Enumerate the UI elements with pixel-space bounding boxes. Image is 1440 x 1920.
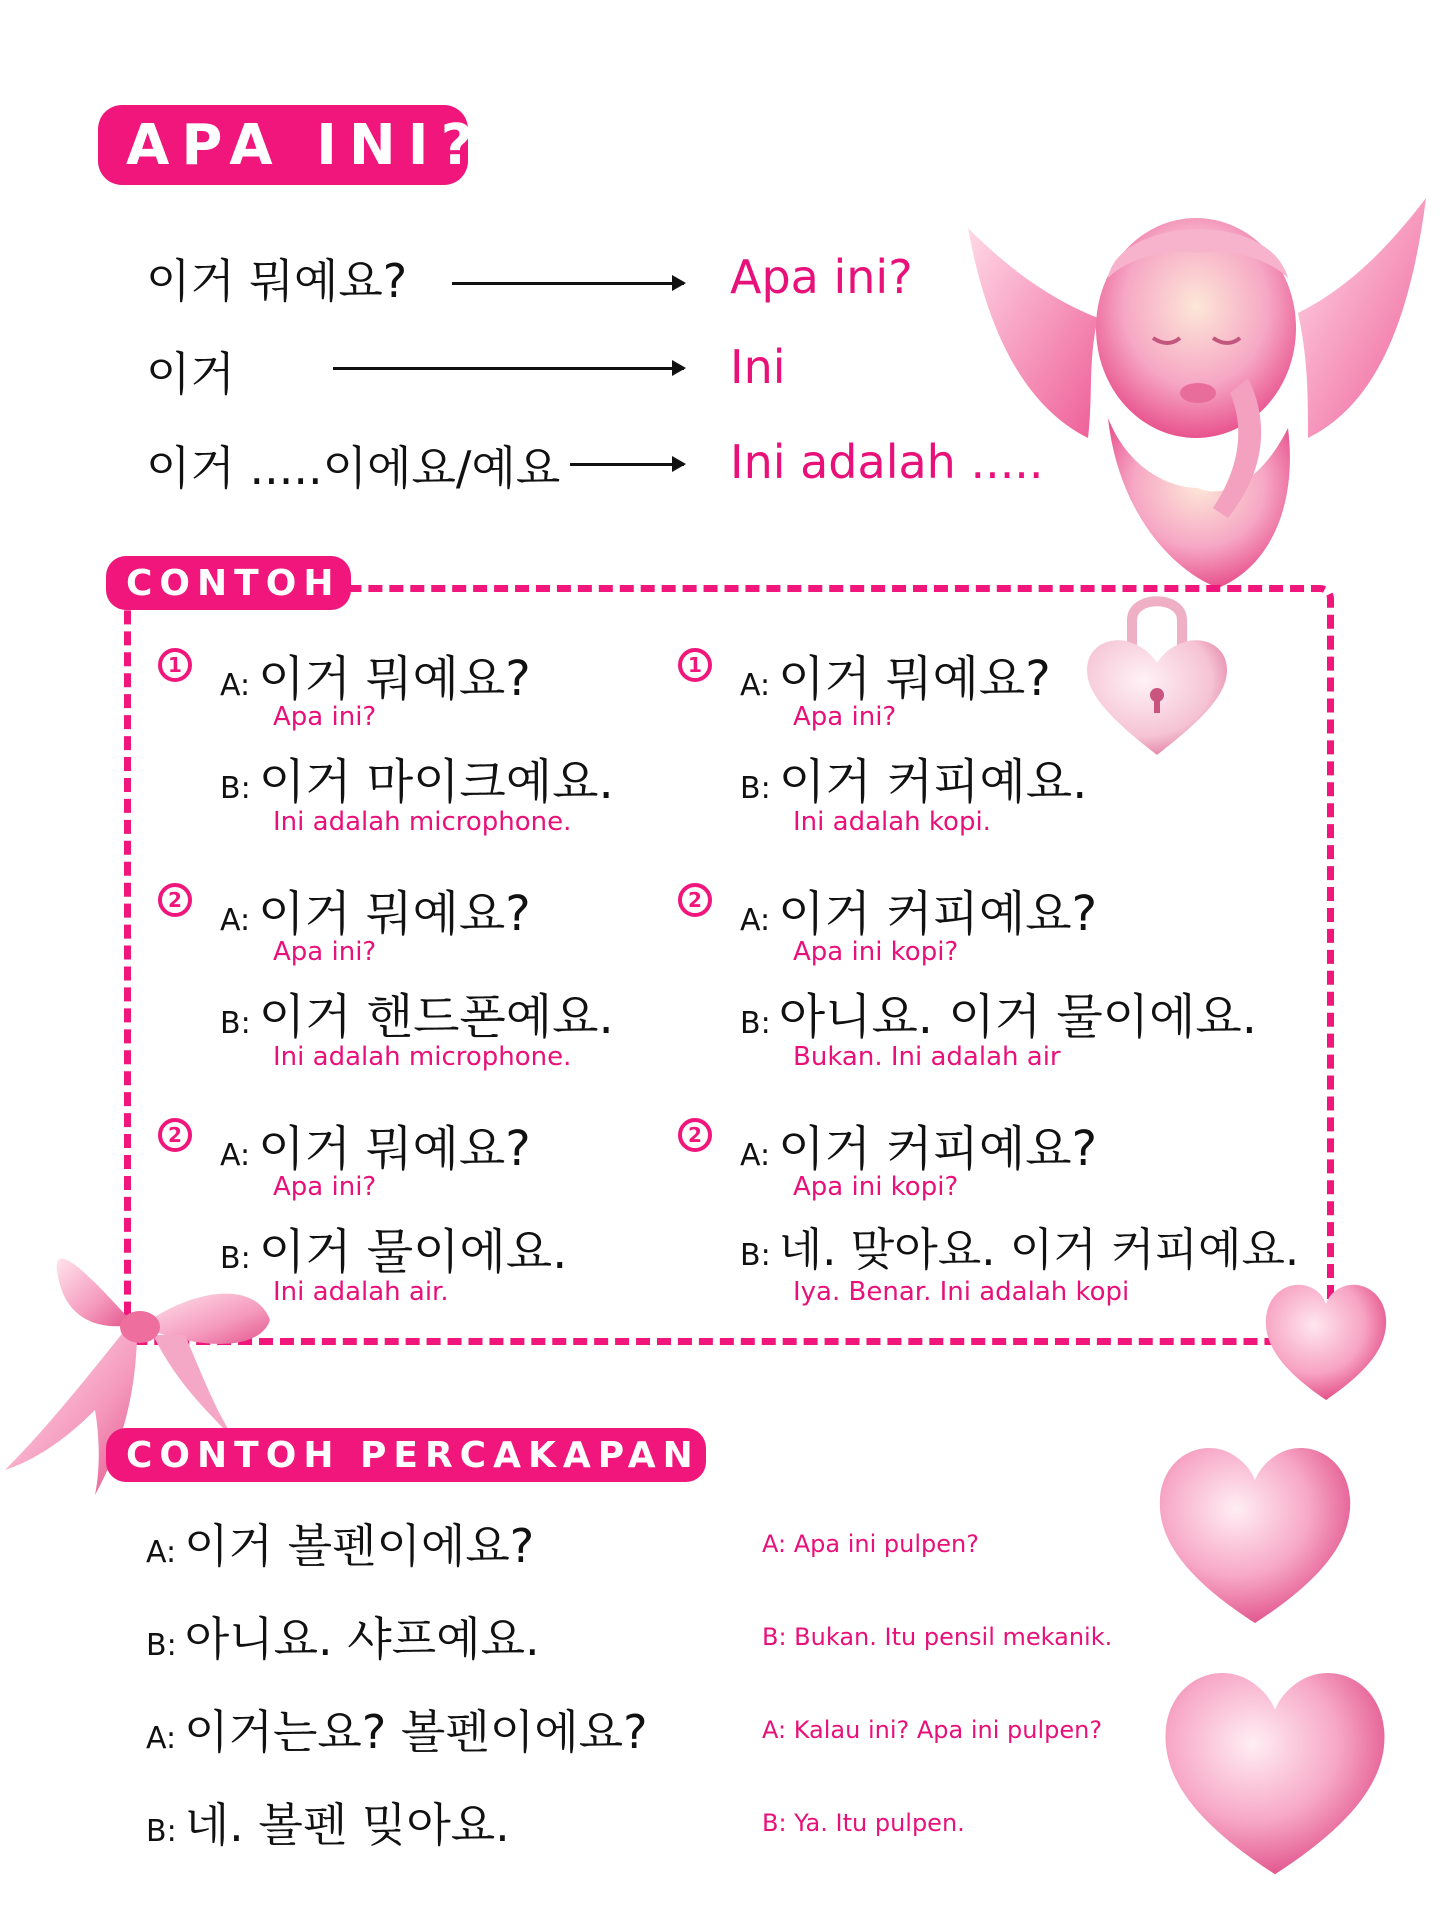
korean-text: 이거 마이크예요. [258,754,614,810]
example-line-a [220,640,531,709]
example-item [678,1110,1328,1310]
speaker-label: A: [146,1535,177,1570]
translation-text: Apa ini kopi? [793,937,959,967]
translation-text: B: Bukan. Itu pensil mekanik. [762,1623,1113,1651]
korean-text: 이거 커피예요. [778,754,1088,810]
contoh-label: CONTOH [106,556,351,610]
korean-text: 아니요. 샤프예요. [184,1612,540,1666]
korean-text: 네. 볼펜 밎아요. [184,1798,510,1852]
speaker-label: A: [740,1138,771,1173]
example-item [678,875,1318,1075]
example-number: 1 [158,648,192,682]
speaker-label: A: [146,1721,177,1756]
translation-text: Apa ini? [273,937,377,967]
translation-text: Ini adalah kopi. [793,807,991,837]
speaker-label: B: [740,1006,771,1041]
definition-korean: 이거 뭐예요? [146,254,408,308]
example-line-a [740,640,1051,709]
example-line-a [740,875,1097,944]
speaker-label: A: [220,668,251,703]
speaker-label: B: [740,771,771,806]
korean-text: 이거는요? 볼펜이에요? [184,1705,648,1759]
example-number: 2 [678,883,712,917]
translation-text: B: Ya. Itu pulpen. [762,1809,965,1837]
cherub-angel-icon [968,188,1426,628]
speaker-label: B: [146,1814,177,1849]
translation-text: Apa ini? [793,702,897,732]
example-item [158,640,658,840]
example-line-b [740,743,1087,812]
translation-text: Iya. Benar. Ini adalah kopi [793,1277,1130,1307]
speaker-label: A: [740,903,771,938]
pink-heart-icon [1160,1650,1390,1880]
speaker-label: B: [220,771,251,806]
example-number: 2 [158,883,192,917]
example-item [678,640,1318,840]
conversation-line [146,1696,648,1762]
definition-korean: 이거 [146,347,235,401]
arrow-icon [570,463,684,466]
definition-indonesian: Ini adalah ..... [730,435,1044,489]
translation-text: Apa ini kopi? [793,1172,959,1202]
speaker-label: B: [740,1238,771,1273]
arrow-icon [452,282,684,285]
speaker-label: B: [220,1241,251,1276]
definition-indonesian: Apa ini? [730,250,913,304]
example-line-b [740,978,1257,1047]
conversation-line [146,1510,534,1576]
translation-text: A: Kalau ini? Apa ini pulpen? [762,1716,1103,1744]
conversation-line [146,1789,510,1855]
translation-text: Ini adalah microphone. [273,807,572,837]
korean-text: 이거 뭐예요? [258,886,531,942]
pink-heart-icon [1155,1428,1355,1628]
speaker-label: B: [146,1628,177,1663]
page-title: APA INI? [98,105,468,185]
example-line-a [220,1110,531,1179]
korean-text: 아니요. 이거 물이에요. [778,989,1258,1045]
definition-korean: 이거 .....이에요/예요 [146,441,561,495]
korean-text: 이거 뭐예요? [778,651,1051,707]
korean-text: 이거 볼펜이에요? [184,1519,535,1573]
speaker-label: A: [220,1138,251,1173]
pink-heart-icon [1262,1270,1390,1405]
translation-text: Apa ini? [273,702,377,732]
speaker-label: A: [740,668,771,703]
example-number: 2 [678,1118,712,1152]
example-line-b [740,1213,1299,1278]
korean-text: 네. 맞아요. 이거 커피예요. [778,1223,1300,1276]
korean-text: 이거 뭐예요? [258,1121,531,1177]
example-number: 1 [678,648,712,682]
korean-text: 이거 뭐예요? [258,651,531,707]
percakapan-label: CONTOH PERCAKAPAN [106,1428,706,1482]
arrow-icon [333,367,684,370]
conversation-line [146,1603,540,1669]
definition-indonesian: Ini [730,340,786,394]
example-line-a [220,875,531,944]
example-line-a [740,1110,1097,1179]
translation-text: Bukan. Ini adalah air [793,1042,1061,1072]
translation-text: Ini adalah air. [273,1277,449,1307]
example-number: 2 [158,1118,192,1152]
speaker-label: A: [220,903,251,938]
example-line-b [220,978,614,1047]
korean-text: 이거 커피예요? [778,1121,1098,1177]
korean-text: 이거 커피예요? [778,886,1098,942]
korean-text: 이거 핸드폰예요. [258,989,614,1045]
example-item [158,875,658,1075]
example-line-b [220,743,614,812]
translation-text: Ini adalah microphone. [273,1042,572,1072]
korean-text: 이거 물이에요. [258,1224,568,1280]
translation-text: Apa ini? [273,1172,377,1202]
translation-text: A: Apa ini pulpen? [762,1530,979,1558]
speaker-label: B: [220,1006,251,1041]
